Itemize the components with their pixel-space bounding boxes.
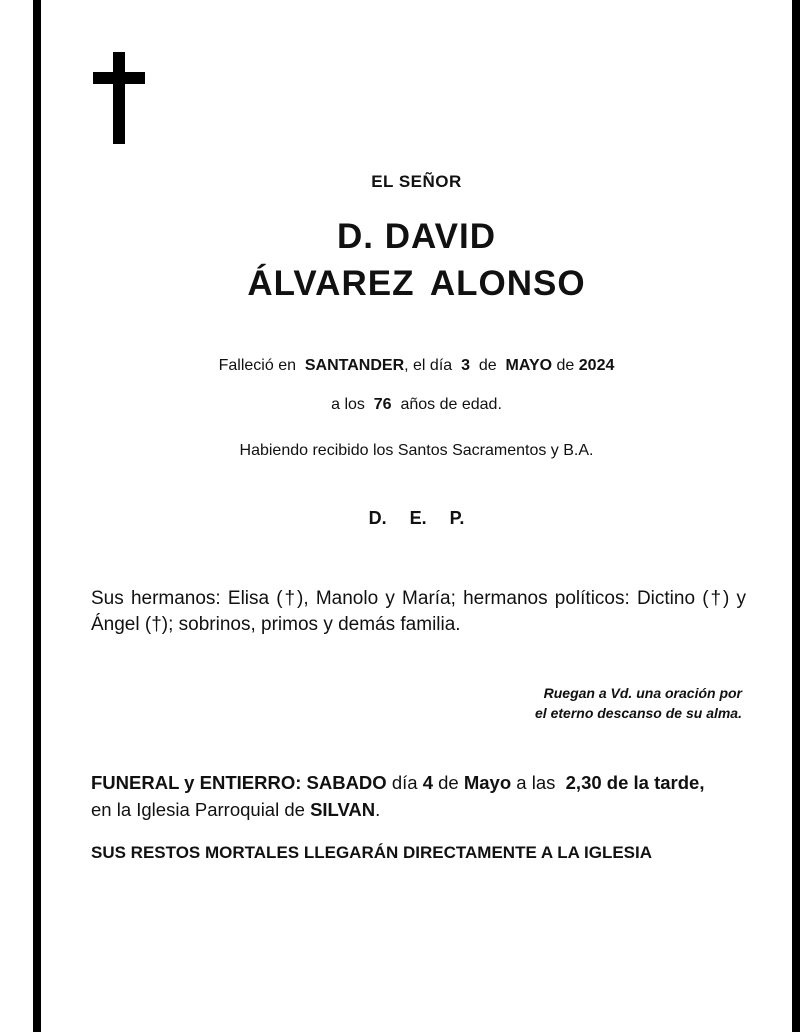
funeral-weekday: SABADO: [306, 772, 387, 793]
death-month: MAYO: [505, 357, 553, 374]
death-place: SANTANDER: [304, 357, 405, 374]
funeral-time: 2,30 de la tarde,: [565, 772, 705, 793]
death-info: Falleció en SANTANDER, el día 3 de MAYO de 2024: [218, 357, 615, 374]
family-text: Sus hermanos: Elisa (†), Manolo y María; hermanos políticos: Dictino (†) y Ángel (†); sobrinos, primos y demás familia.: [91, 588, 746, 635]
sacraments-text: Habiendo recibido los Santos Sacramentos y B.A.: [239, 442, 594, 459]
remains-notice: SUS RESTOS MORTALES LLEGARÁN DIRECTAMENTE A LA IGLESIA: [91, 843, 653, 862]
left-border: [33, 0, 41, 1032]
heading: EL SEÑOR: [371, 172, 462, 191]
cross-icon: [93, 52, 145, 144]
funeral-info: FUNERAL y ENTIERRO: SABADO día 4 de Mayo a las 2,30 de la tarde, en la Iglesia Parroquial de SILVAN.: [91, 772, 705, 820]
right-border: [792, 0, 800, 1032]
prayer-text: Ruegan a Vd. una oración por el eterno descanso de su alma.: [535, 685, 742, 721]
death-year: 2024: [578, 357, 615, 374]
deceased-name-line2: ÁLVAREZ ALONSO: [247, 264, 586, 303]
funeral-location: SILVAN: [310, 799, 376, 820]
deceased-name-line1: D. DAVID: [336, 217, 497, 256]
age-info: a los 76 años de edad.: [331, 396, 502, 413]
age-years: 76: [373, 396, 392, 413]
dep-line: D. E. P.: [368, 508, 465, 528]
death-day: 3: [461, 357, 470, 374]
